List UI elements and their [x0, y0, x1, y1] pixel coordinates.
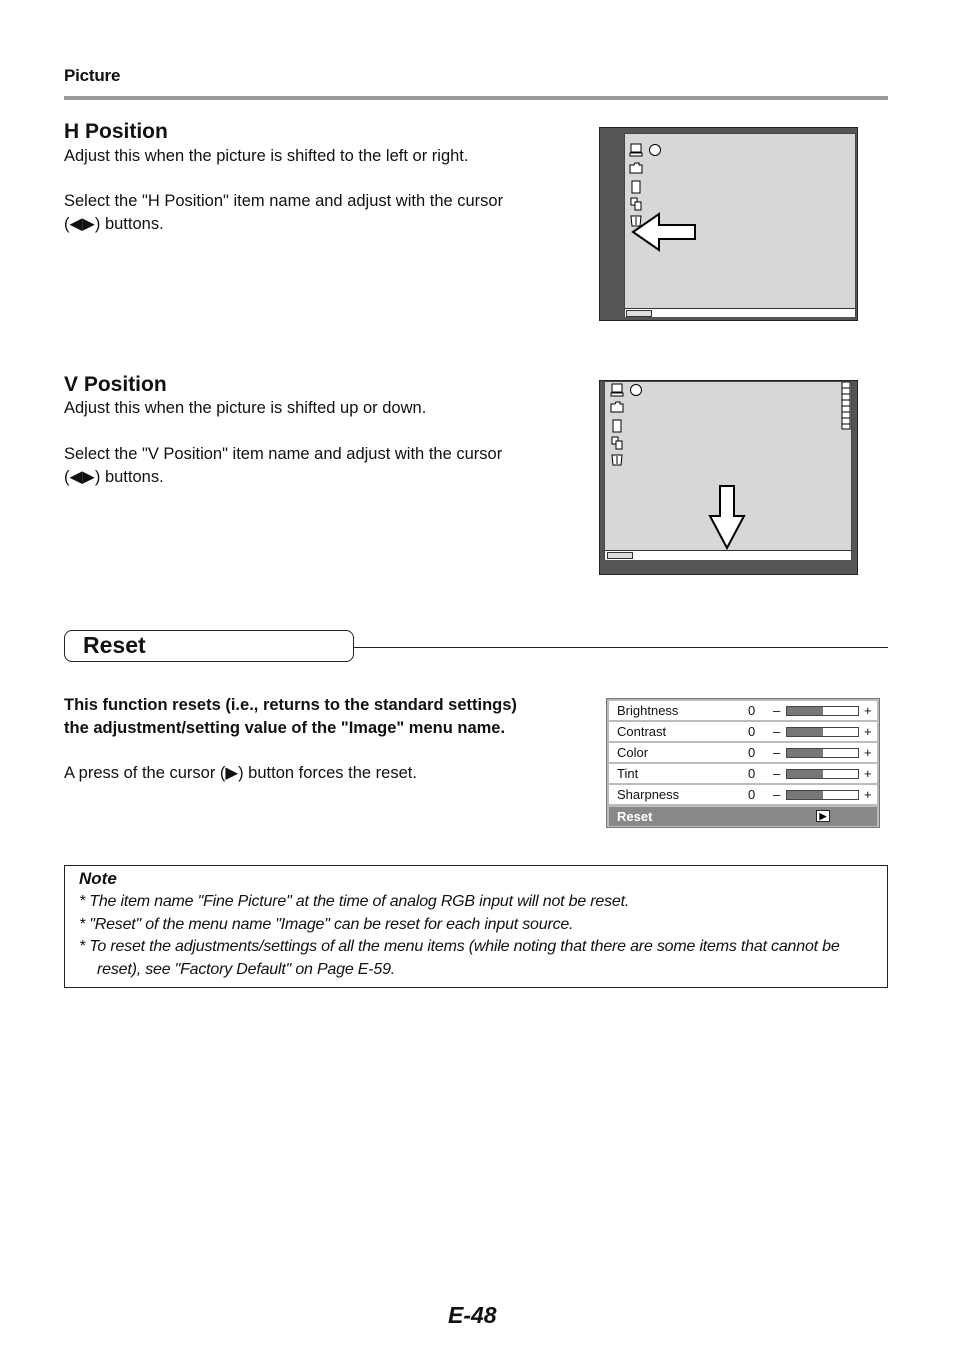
- reset-description-bold-2: the adjustment/setting value of the "Image" menu name.: [64, 719, 506, 737]
- start-button: [607, 552, 633, 559]
- image-menu-panel: [606, 698, 880, 828]
- h-position-screen-illustration: [599, 127, 858, 321]
- document-icon: [610, 419, 624, 433]
- slider-fill: [787, 749, 823, 757]
- reset-title: Reset: [83, 632, 146, 658]
- note-box: [64, 865, 888, 988]
- note-item-2: * "Reset" of the menu name "Image" can be reset for each input source.: [79, 916, 574, 933]
- reset-description-bold-1: This function resets (i.e., returns to the standard settings): [64, 696, 517, 714]
- disc-icon: [648, 143, 662, 157]
- menu-row-tint[interactable]: [609, 764, 877, 783]
- note-title: Note: [79, 869, 117, 888]
- copy-icon: [629, 197, 643, 211]
- minus-icon: –: [773, 787, 781, 802]
- start-button: [626, 310, 652, 317]
- left-arrow-icon: [631, 212, 697, 252]
- v-position-screen-illustration: [599, 380, 858, 575]
- slider-bar[interactable]: [786, 748, 859, 758]
- h-position-line-1: Adjust this when the picture is shifted to the left or right.: [64, 147, 469, 165]
- trash-icon: [610, 453, 624, 467]
- page-number: E-48: [448, 1302, 497, 1328]
- note-item-3-continued: reset), see "Factory Default" on Page E-59.: [97, 961, 396, 978]
- minus-icon: –: [773, 703, 781, 718]
- copy-icon: [610, 436, 624, 450]
- down-arrow-icon: [708, 484, 746, 550]
- menu-value: 0: [748, 787, 756, 802]
- slider-fill: [787, 707, 823, 715]
- section-divider: [64, 96, 888, 100]
- taskbar: [605, 550, 851, 560]
- taskbar: [625, 308, 855, 317]
- projected-desktop: [604, 381, 852, 560]
- h-position-title: H Position: [64, 120, 168, 143]
- v-position-title: V Position: [64, 373, 167, 396]
- slider-bar[interactable]: [786, 769, 859, 779]
- section-label: Picture: [64, 66, 121, 85]
- slider-bar[interactable]: [786, 706, 859, 716]
- menu-row-reset[interactable]: [609, 807, 877, 826]
- plus-icon: +: [864, 703, 872, 718]
- reset-heading-rule: [354, 647, 888, 648]
- plus-icon: +: [864, 787, 872, 802]
- slider-fill: [787, 728, 823, 736]
- menu-label: Color: [617, 745, 649, 760]
- menu-label: Tint: [617, 766, 639, 781]
- document-icon: [629, 180, 643, 194]
- menu-value: 0: [748, 766, 756, 781]
- plus-icon: +: [864, 745, 872, 760]
- slider-bar[interactable]: [786, 727, 859, 737]
- reset-heading-box: [64, 630, 354, 662]
- computer-icon: [629, 143, 643, 157]
- minus-icon: –: [773, 724, 781, 739]
- menu-value: 0: [748, 745, 756, 760]
- folder-icon: [610, 400, 624, 414]
- note-item-3: * To reset the adjustments/settings of all the menu items (while noting that there are some items that cannot be: [79, 938, 840, 955]
- menu-label: Sharpness: [617, 787, 680, 802]
- v-position-line-1: Adjust this when the picture is shifted up or down.: [64, 399, 427, 417]
- disc-icon: [629, 383, 643, 397]
- minus-icon: –: [773, 766, 781, 781]
- menu-row-contrast[interactable]: [609, 722, 877, 741]
- menu-label: Contrast: [617, 724, 667, 739]
- scrollbar-ticks: [841, 382, 851, 430]
- projected-desktop: [624, 133, 856, 317]
- plus-icon: +: [864, 766, 872, 781]
- slider-fill: [787, 770, 823, 778]
- menu-label: Brightness: [617, 703, 679, 718]
- h-position-line-2: Select the "H Position" item name and adjust with the cursor: [64, 192, 504, 210]
- menu-row-brightness[interactable]: [609, 701, 877, 720]
- minus-icon: –: [773, 745, 781, 760]
- plus-icon: +: [864, 724, 872, 739]
- menu-reset-label: Reset: [617, 809, 653, 824]
- v-position-line-3: (◀▶) buttons.: [64, 468, 164, 486]
- slider-bar[interactable]: [786, 790, 859, 800]
- computer-icon: [610, 383, 624, 397]
- menu-row-color[interactable]: [609, 743, 877, 762]
- folder-icon: [629, 161, 643, 175]
- h-position-line-3: (◀▶) buttons.: [64, 215, 164, 233]
- menu-value: 0: [748, 724, 756, 739]
- menu-value: 0: [748, 703, 756, 718]
- slider-fill: [787, 791, 823, 799]
- note-item-1: * The item name "Fine Picture" at the time of analog RGB input will not be reset.: [79, 893, 630, 910]
- reset-description: A press of the cursor (▶) button forces the reset.: [64, 764, 417, 782]
- right-arrow-icon[interactable]: ▶: [816, 810, 830, 822]
- menu-row-sharpness[interactable]: [609, 785, 877, 804]
- v-position-line-2: Select the "V Position" item name and adjust with the cursor: [64, 445, 503, 463]
